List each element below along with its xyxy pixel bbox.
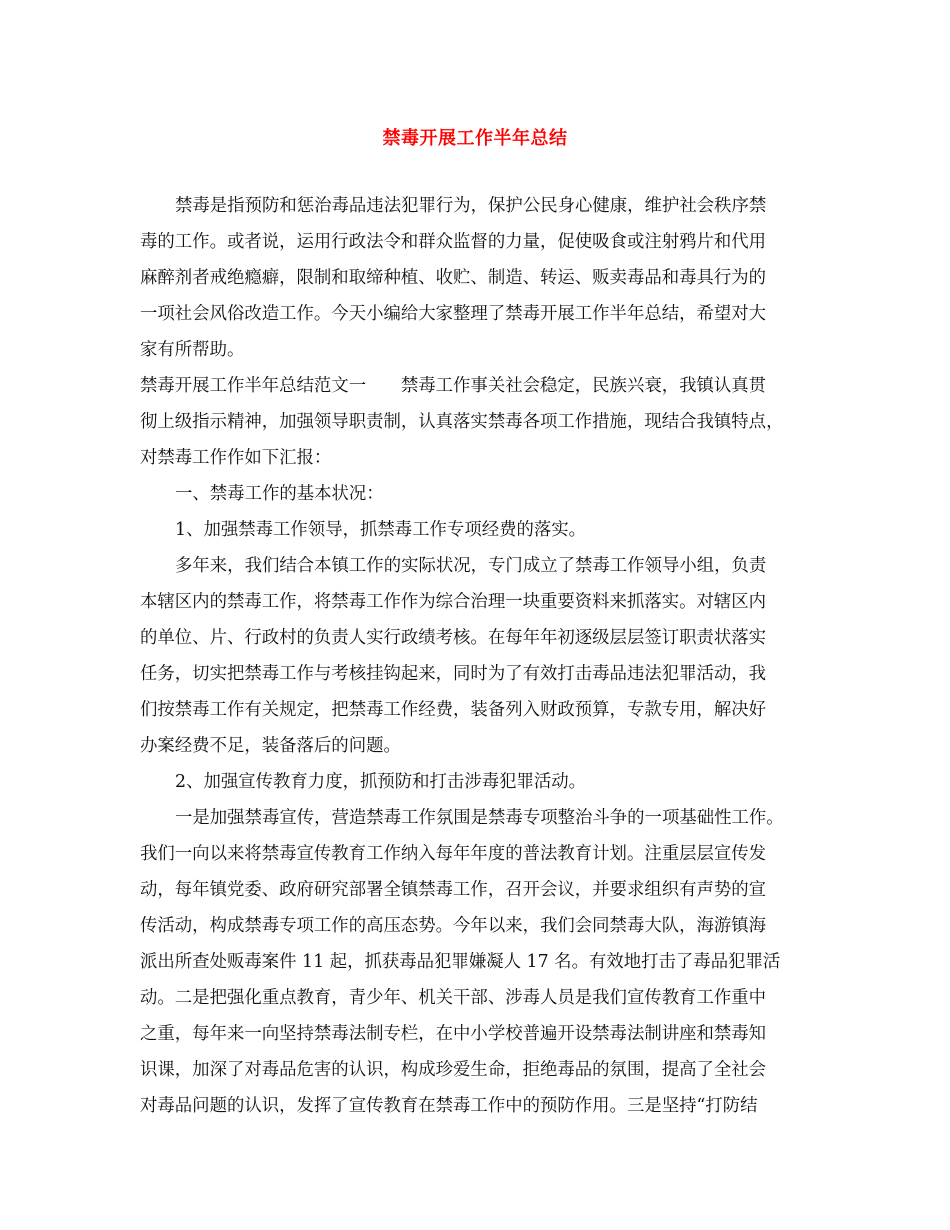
paragraph-line: 们按禁毒工作有关规定，把禁毒工作经费，装备列入财政预算，专款专用，解决好: [140, 700, 767, 720]
document-title: 禁毒开展工作半年总结: [382, 128, 568, 149]
paragraph-line: 一是加强禁毒宣传，营造禁毒工作氛围是禁毒专项整治斗争的一项基础性工作。: [175, 808, 784, 828]
paragraph-line: 禁毒开展工作半年总结范文一 禁毒工作事关社会稳定，民族兴衰，我镇认真贯: [140, 376, 767, 396]
section-heading: 一、禁毒工作的基本状况：: [175, 484, 384, 504]
paragraph-line: 本辖区内的禁毒工作，将禁毒工作作为综合治理一块重要资料来抓落实。对辖区内: [140, 592, 767, 612]
subsection-heading: 1、加强禁毒工作领导，抓禁毒工作专项经费的落实。: [175, 520, 587, 540]
paragraph-line: 任务，切实把禁毒工作与考核挂钩起来，同时为了有效打击毒品违法犯罪活动，我: [140, 664, 767, 684]
paragraph-line: 毒的工作。或者说，运用行政法令和群众监督的力量，促使吸食或注射鸦片和代用: [140, 232, 767, 252]
paragraph-line: 动，每年镇党委、政府研究部署全镇禁毒工作，召开会议，并要求组织有声势的宣: [140, 880, 767, 900]
paragraph-line: 的单位、片、行政村的负责人实行政绩考核。在每年年初逐级层层签订职责状落实: [140, 628, 767, 648]
paragraph-line: 之重，每年来一向坚持禁毒法制专栏，在中小学校普遍开设禁毒法制讲座和禁毒知: [140, 1024, 767, 1044]
paragraph-line: 对毒品问题的认识，发挥了宣传教育在禁毒工作中的预防作用。三是坚持“打防结: [140, 1096, 758, 1116]
paragraph-line: 彻上级指示精神，加强领导职责制，认真落实禁毒各项工作措施，现结合我镇特点，: [140, 412, 784, 432]
paragraph-line: 多年来，我们结合本镇工作的实际状况，专门成立了禁毒工作领导小组，负责: [175, 556, 767, 576]
paragraph-line: 一项社会风俗改造工作。今天小编给大家整理了禁毒开展工作半年总结，希望对大: [140, 304, 767, 324]
paragraph-line: 禁毒是指预防和惩治毒品违法犯罪行为，保护公民身心健康，维护社会秩序禁: [175, 196, 767, 216]
paragraph-line: 办案经费不足，装备落后的问题。: [140, 736, 401, 756]
paragraph-line: 麻醉剂者戒绝瘾癖，限制和取缔种植、收贮、制造、转运、贩卖毒品和毒具行为的: [140, 268, 767, 288]
paragraph-line: 我们一向以来将禁毒宣传教育工作纳入每年年度的普法教育计划。注重层层宣传发: [140, 844, 767, 864]
paragraph-line: 对禁毒工作作如下汇报：: [140, 448, 332, 468]
paragraph-line: 派出所查处贩毒案件 11 起，抓获毒品犯罪嫌凝人 17 名。有效地打击了毒品犯罪活: [140, 952, 781, 972]
paragraph-line: 传活动，构成禁毒专项工作的高压态势。今年以来，我们会同禁毒大队，海游镇海: [140, 916, 767, 936]
paragraph-line: 动。二是把强化重点教育，青少年、机关干部、涉毒人员是我们宣传教育工作重中: [140, 988, 767, 1008]
subsection-heading: 2、加强宣传教育力度，抓预防和打击涉毒犯罪活动。: [175, 772, 587, 792]
paragraph-line: 家有所帮助。: [140, 340, 245, 360]
paragraph-line: 识课，加深了对毒品危害的认识，构成珍爱生命，拒绝毒品的氛围，提高了全社会: [140, 1060, 767, 1080]
